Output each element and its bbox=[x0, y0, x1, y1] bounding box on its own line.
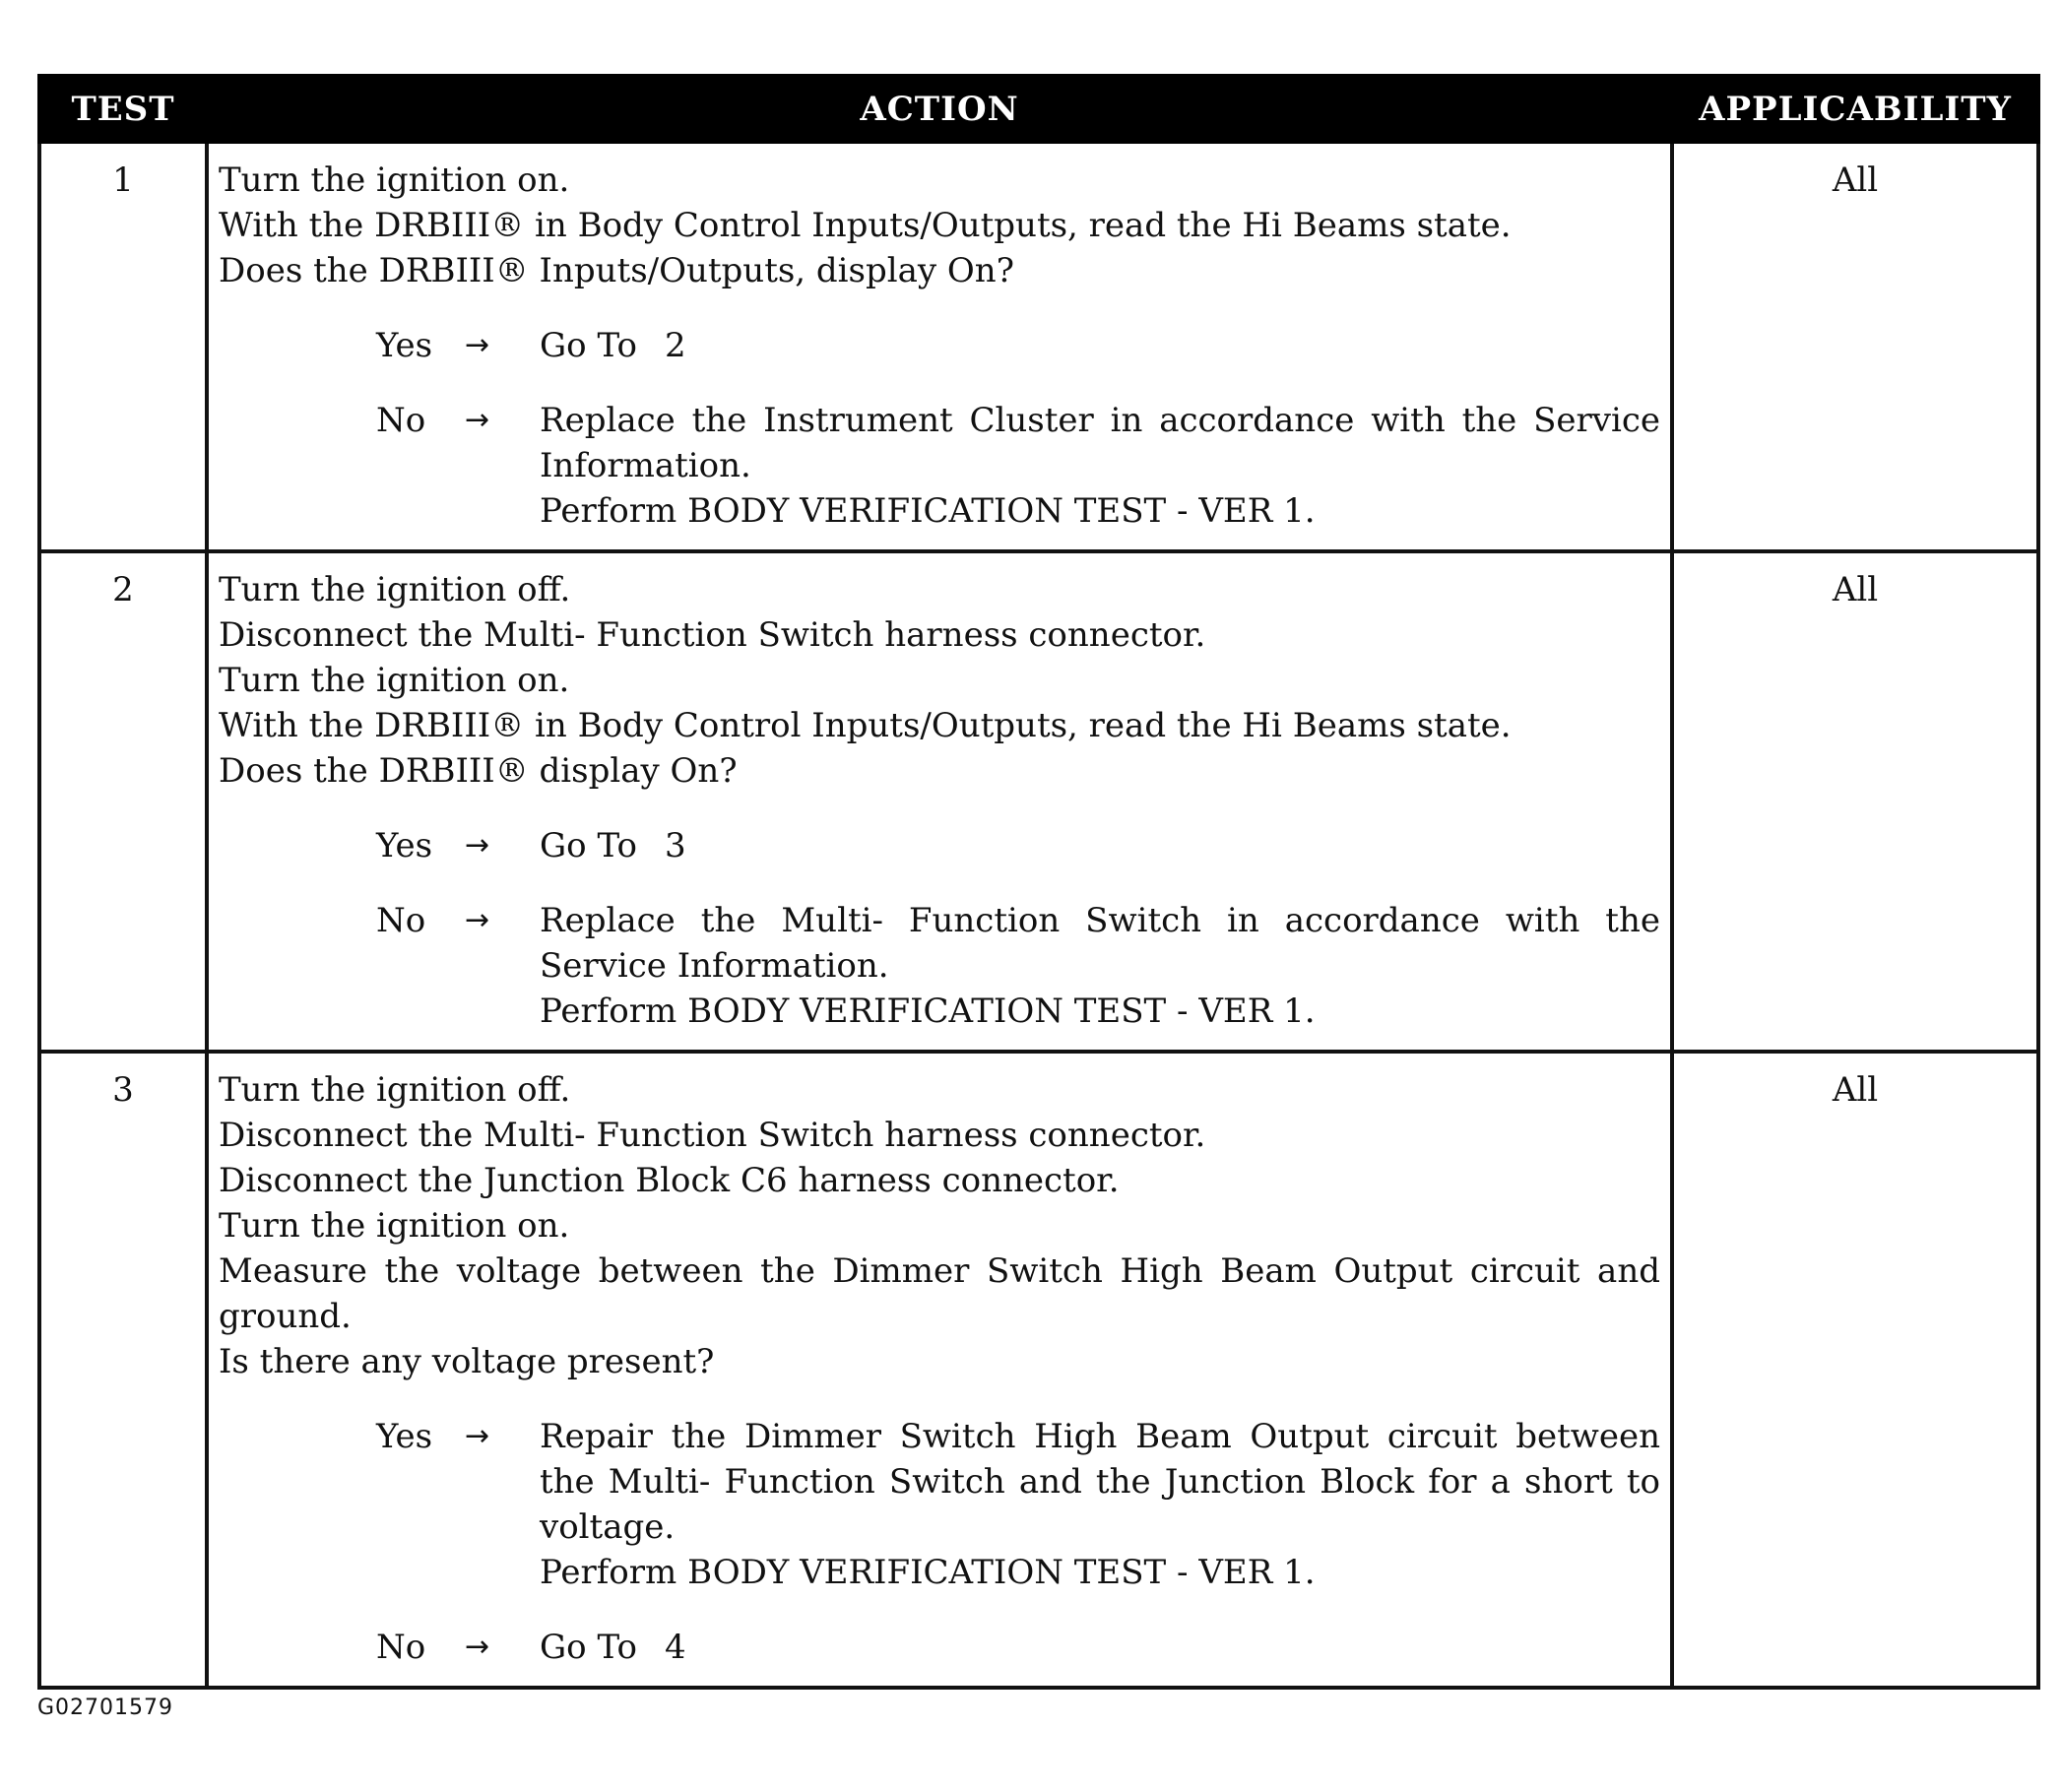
arrow-right-icon: → bbox=[465, 903, 490, 937]
diagnostic-test-table bbox=[37, 74, 2040, 1690]
outcome-label: Yes bbox=[376, 326, 433, 365]
action-step: Disconnect the Multi- Function Switch harness connector. bbox=[219, 615, 1206, 655]
outcome-line: Perform BODY VERIFICATION TEST - VER 1. bbox=[540, 992, 1316, 1031]
outcome-body bbox=[540, 898, 1660, 1034]
arrow-right-icon: → bbox=[465, 1419, 490, 1453]
outcome-label: Yes bbox=[376, 1417, 433, 1456]
applicability-value: All bbox=[1672, 551, 2038, 1052]
outcomes bbox=[219, 1414, 1660, 1670]
arrow-right-icon: → bbox=[465, 403, 490, 437]
outcome-no bbox=[376, 898, 1660, 1034]
outcome-no bbox=[376, 1625, 1660, 1670]
test-number: 2 bbox=[39, 551, 207, 1052]
table-row bbox=[39, 551, 2038, 1052]
outcome-label: Yes bbox=[376, 826, 433, 865]
action-step: Turn the ignition off. bbox=[219, 570, 571, 609]
outcome-label: No bbox=[376, 1628, 426, 1667]
figure-code: G02701579 bbox=[37, 1696, 174, 1720]
diagnostic-test-table-container bbox=[37, 74, 2036, 1690]
table-header-row bbox=[39, 76, 2038, 142]
action-step: With the DRBIII® in Body Control Inputs/Outputs, read the Hi Beams state. bbox=[219, 206, 1512, 245]
goto-label: Go To bbox=[540, 826, 637, 865]
goto-instruction bbox=[540, 1625, 1660, 1670]
outcome-body bbox=[540, 823, 1660, 868]
table-row bbox=[39, 1052, 2038, 1688]
outcome-label: No bbox=[376, 901, 426, 940]
test-number: 1 bbox=[39, 142, 207, 551]
goto-test-number: 3 bbox=[664, 826, 686, 865]
action-step: Measure the voltage between the Dimmer Switch High Beam Output circuit and ground. bbox=[219, 1251, 1660, 1336]
action-step: Does the DRBIII® Inputs/Outputs, display On? bbox=[219, 251, 1014, 290]
header-applicability: APPLICABILITY bbox=[1672, 76, 2038, 142]
outcome-line: Perform BODY VERIFICATION TEST - VER 1. bbox=[540, 1553, 1316, 1592]
goto-instruction bbox=[540, 823, 1660, 868]
outcome-body bbox=[540, 398, 1660, 534]
outcome-body bbox=[540, 1414, 1660, 1595]
action-step: Turn the ignition on. bbox=[219, 160, 570, 200]
applicability-value: All bbox=[1672, 142, 2038, 551]
outcome-body bbox=[540, 323, 1660, 368]
outcomes bbox=[219, 823, 1660, 1034]
goto-label: Go To bbox=[540, 1628, 637, 1667]
outcome-yes bbox=[376, 823, 1660, 868]
table-body bbox=[39, 142, 2038, 1688]
applicability-value: All bbox=[1672, 1052, 2038, 1688]
header-test: TEST bbox=[39, 76, 207, 142]
action-step: Disconnect the Multi- Function Switch harness connector. bbox=[219, 1116, 1206, 1155]
outcome-line: Replace the Instrument Cluster in accordance with the Service Information. bbox=[540, 401, 1660, 485]
outcome-line: Replace the Multi- Function Switch in accordance with the Service Information. bbox=[540, 901, 1660, 986]
outcome-yes bbox=[376, 323, 1660, 368]
arrow-right-icon: → bbox=[465, 328, 490, 362]
action-step: Disconnect the Junction Block C6 harness connector. bbox=[219, 1161, 1120, 1200]
action-cell bbox=[207, 1052, 1672, 1688]
action-step: Is there any voltage present? bbox=[219, 1342, 715, 1381]
outcome-yes bbox=[376, 1414, 1660, 1595]
goto-test-number: 4 bbox=[664, 1628, 686, 1667]
action-step: With the DRBIII® in Body Control Inputs/Outputs, read the Hi Beams state. bbox=[219, 706, 1512, 745]
outcomes bbox=[219, 323, 1660, 534]
header-action: ACTION bbox=[207, 76, 1672, 142]
action-step: Does the DRBIII® display On? bbox=[219, 751, 738, 791]
outcome-line: Perform BODY VERIFICATION TEST - VER 1. bbox=[540, 491, 1316, 531]
goto-instruction bbox=[540, 323, 1660, 368]
arrow-right-icon: → bbox=[465, 828, 490, 863]
goto-test-number: 2 bbox=[664, 326, 686, 365]
outcome-line: Repair the Dimmer Switch High Beam Output circuit between the Multi- Function Switch and the Junction Block for a short to voltage. bbox=[540, 1417, 1660, 1547]
outcome-label: No bbox=[376, 401, 426, 440]
action-cell bbox=[207, 551, 1672, 1052]
outcome-no bbox=[376, 398, 1660, 534]
action-step: Turn the ignition off. bbox=[219, 1070, 571, 1110]
arrow-right-icon: → bbox=[465, 1630, 490, 1664]
action-step: Turn the ignition on. bbox=[219, 661, 570, 700]
table-row bbox=[39, 142, 2038, 551]
outcome-body bbox=[540, 1625, 1660, 1670]
action-step: Turn the ignition on. bbox=[219, 1206, 570, 1246]
test-number: 3 bbox=[39, 1052, 207, 1688]
action-cell bbox=[207, 142, 1672, 551]
goto-label: Go To bbox=[540, 326, 637, 365]
